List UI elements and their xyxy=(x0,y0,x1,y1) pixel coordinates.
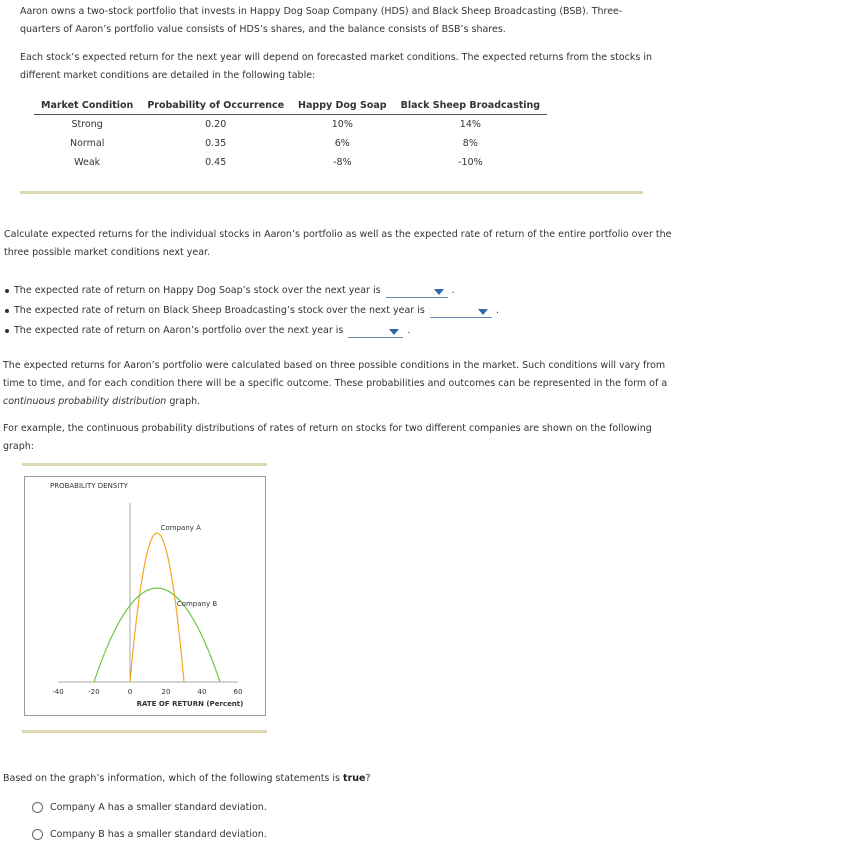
calculation-instruction: Calculate expected returns for the individual stocks in Aaron’s portfolio as well as the expected rate of return of the entire portfolio over the three possible market conditions next year. xyxy=(4,229,672,258)
x-tick-label: 0 xyxy=(127,688,133,696)
x-axis-label: RATE OF RETURN (Percent) xyxy=(136,700,244,708)
table-cell: -8% xyxy=(333,157,352,168)
radio-button[interactable] xyxy=(32,802,43,813)
answer-list xyxy=(4,281,499,341)
italic-term: continuous probability distribution xyxy=(3,396,167,407)
bsb-return-dropdown[interactable] xyxy=(430,305,492,318)
hds-return-dropdown[interactable] xyxy=(386,285,448,298)
table-header: Market Condition xyxy=(34,97,140,115)
market-conditions-table xyxy=(34,97,547,172)
option-company-b[interactable] xyxy=(32,829,267,840)
period-text: . xyxy=(495,305,499,316)
table-cell: Normal xyxy=(69,138,105,149)
x-tick-label: -40 xyxy=(52,688,64,696)
bullet-icon xyxy=(5,289,9,293)
example-paragraph: For example, the continuous probability distributions of rates of return on stocks for two different companies are shown on the following graph: xyxy=(3,423,652,452)
chevron-down-icon xyxy=(478,309,488,315)
company-a-label: Company A xyxy=(160,524,201,532)
table-cell: 6% xyxy=(334,138,350,149)
question-text: The expected rate of return on Aaron’s portfolio over the next year is xyxy=(14,325,344,336)
table-cell: 0.45 xyxy=(205,157,227,168)
table-header: Probability of Occurrence xyxy=(140,97,291,115)
probability-distribution-graph xyxy=(24,476,266,716)
distribution-paragraph xyxy=(3,357,675,411)
list-item xyxy=(4,321,499,341)
radio-button[interactable] xyxy=(32,829,43,840)
table-cell: 14% xyxy=(459,119,481,130)
section-divider xyxy=(20,191,643,194)
question-text: The expected rate of return on Happy Dog Soap’s stock over the next year is xyxy=(14,285,381,296)
table-header: Black Sheep Broadcasting xyxy=(394,97,548,115)
x-tick-label: 60 xyxy=(233,688,243,696)
intro-paragraph-2: Each stock’s expected return for the next year will depend on forecasted market conditions. The expected returns from the stocks in different market conditions are detailed in the following table: xyxy=(20,52,652,81)
question-suffix: ? xyxy=(365,773,371,784)
table-cell: Weak xyxy=(74,157,101,168)
chevron-down-icon xyxy=(434,289,444,295)
question-prefix: Based on the graph’s information, which of the following statements is xyxy=(3,773,340,784)
paragraph-text: The expected returns for Aaron’s portfolio were calculated based on three possible conditions in the market. Such conditions will vary from time to time, and for each condition there will be a specific outcome. These probabilities and outcomes can be represented in the form of a xyxy=(3,360,668,389)
question-bold: true xyxy=(343,773,366,784)
portfolio-return-dropdown[interactable] xyxy=(348,325,403,338)
list-item xyxy=(4,281,499,301)
option-company-a[interactable] xyxy=(32,802,267,813)
table-cell: -10% xyxy=(458,157,483,168)
table-row xyxy=(34,153,547,172)
x-tick-label: 20 xyxy=(161,688,171,696)
graph-divider-bottom xyxy=(22,730,267,733)
table-header: Happy Dog Soap xyxy=(291,97,394,115)
period-text: . xyxy=(451,285,455,296)
table-cell: Strong xyxy=(71,119,103,130)
bullet-icon xyxy=(5,309,9,313)
table-cell: 10% xyxy=(331,119,353,130)
table-cell: 0.35 xyxy=(205,138,227,149)
graph-divider-top xyxy=(22,463,267,466)
table-row xyxy=(34,115,547,135)
list-item xyxy=(4,301,499,321)
chevron-down-icon xyxy=(389,329,399,335)
chart-svg xyxy=(25,477,265,715)
question-prompt xyxy=(3,770,371,788)
period-text: . xyxy=(407,325,411,336)
intro-paragraph-1: Aaron owns a two-stock portfolio that invests in Happy Dog Soap Company (HDS) and Black Sheep Broadcasting (BSB). Three-quarters of Aaron’s portfolio value consists of HDS’s shares, and the balance consists of BSB’s shares. xyxy=(20,6,623,35)
paragraph-text-end: graph. xyxy=(169,396,201,407)
option-label: Company B has a smaller standard deviation. xyxy=(50,829,267,840)
table-cell: 8% xyxy=(462,138,478,149)
y-axis-label: PROBABILITY DENSITY xyxy=(50,482,128,490)
option-label: Company A has a smaller standard deviation. xyxy=(50,802,267,813)
company-b-label: Company B xyxy=(176,600,218,609)
bullet-icon xyxy=(5,329,9,333)
x-tick-label: -20 xyxy=(88,688,100,696)
table-cell: 0.20 xyxy=(205,119,227,130)
question-text: The expected rate of return on Black Sheep Broadcasting’s stock over the next year is xyxy=(14,305,425,316)
table-row xyxy=(34,134,547,153)
x-tick-label: 40 xyxy=(197,688,207,696)
table-header-row xyxy=(34,97,547,115)
